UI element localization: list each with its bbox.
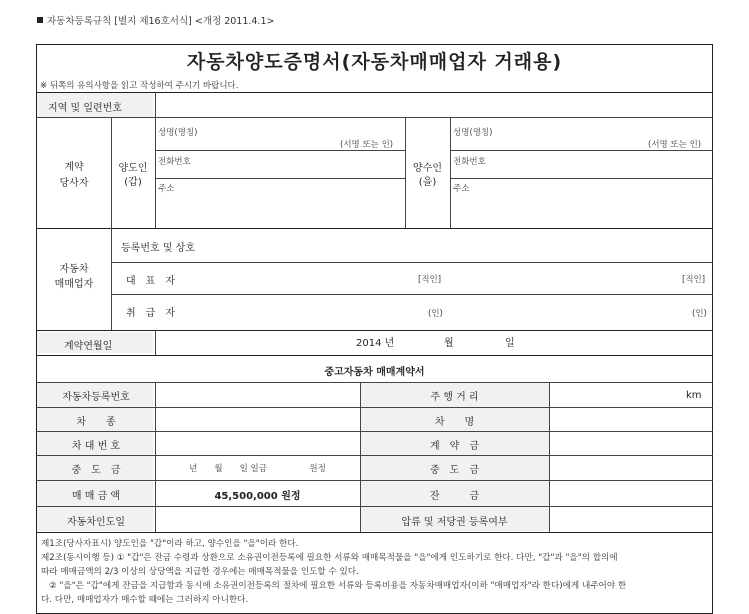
rep-seal-label-right: [직인] bbox=[682, 275, 706, 285]
seller-phone-label: 전화번호 bbox=[158, 157, 191, 167]
handler-stamp-label: (인) bbox=[428, 309, 443, 319]
middle-payment-label-right: 중 도 금 bbox=[430, 465, 479, 476]
footer-line-5: 다. 다만, 매매업자가 매수할 때에는 그러하지 아니한다. bbox=[41, 595, 249, 605]
grid-left-label-column bbox=[37, 383, 153, 531]
seller-name-label: 성명(명칭) bbox=[158, 128, 198, 138]
footer-line-1: 제1조(당사자표시) 양도인을 "갑"이라 하고, 양수인을 "을"이라 한다. bbox=[41, 539, 299, 549]
contract-month: 월 bbox=[444, 338, 454, 349]
seller-label: 양도인 (갑) bbox=[118, 163, 148, 188]
mileage-unit: km bbox=[686, 390, 702, 401]
buyer-name-label: 성명(명칭) bbox=[453, 128, 493, 138]
price-value: 45,500,000 원정 bbox=[214, 491, 301, 502]
lien-label: 압류 및 저당권 등록여부 bbox=[401, 517, 508, 528]
mileage-label: 주 행 거 리 bbox=[430, 392, 479, 403]
grid-right-label-column bbox=[360, 383, 549, 531]
dealer-handler-label: 취 급 자 bbox=[126, 308, 175, 319]
balance-label: 잔 금 bbox=[429, 491, 480, 502]
seller-address-label: 주소 bbox=[158, 184, 175, 194]
square-bullet-icon bbox=[37, 17, 43, 23]
buyer-phone-label: 전화번호 bbox=[453, 157, 486, 167]
section-title: 중고자동차 매매계약서 bbox=[324, 367, 425, 378]
buyer-sign-label: (서명 또는 인) bbox=[648, 140, 702, 150]
form-notice: ※ 뒤쪽의 유의사항을 읽고 작성하여 주시기 바랍니다. bbox=[40, 81, 239, 91]
footer-line-4: ② "을"은 "갑"에게 잔금을 지급함과 동시에 소유권이전등록의 절차에 필요한 서류와 등록비용을 자동차매매업자(이하 "매매업자"라 한다)에게 내주어야 한 bbox=[49, 581, 627, 591]
region-field[interactable] bbox=[158, 99, 708, 113]
contract-date-label: 계약연월일 bbox=[64, 341, 113, 352]
middle-payment-value: 년 월 일 일금 원정 bbox=[189, 464, 326, 474]
buyer-label: 양수인 (을) bbox=[413, 163, 442, 188]
form-header-note: 자동차등록규칙 [별지 제16호서식] <개정 2011.4.1> bbox=[37, 13, 274, 27]
price-label: 매 매 금 액 bbox=[71, 491, 121, 502]
footer-line-3: 따라 매매금액의 2/3 이상의 상당액을 지급한 경우에는 매매목적물을 인도할 수 있다. bbox=[41, 567, 359, 577]
buyer-address-label: 주소 bbox=[453, 184, 470, 194]
middle-payment-label: 중 도 금 bbox=[71, 465, 121, 476]
car-number-label: 자동차등록번호 bbox=[62, 392, 130, 403]
car-type-label: 차 종 bbox=[76, 417, 116, 428]
dealer-rep-label: 대 표 자 bbox=[126, 276, 175, 287]
seller-sign-label: (서명 또는 인) bbox=[340, 140, 394, 150]
contract-year: 2014 년 bbox=[356, 338, 395, 349]
contract-day: 일 bbox=[505, 338, 515, 349]
dealer-label: 자동차 매매업자 bbox=[54, 264, 94, 290]
chassis-label: 차 대 번 호 bbox=[71, 441, 121, 452]
handler-stamp-label-right: (인) bbox=[692, 309, 707, 319]
car-name-label: 차 명 bbox=[434, 417, 475, 428]
form-title: 자동차양도증명서(자동차매매업자 거래용) bbox=[186, 51, 563, 73]
rep-seal-label: [직인] bbox=[418, 275, 442, 285]
parties-label: 계약 당사자 bbox=[59, 162, 89, 189]
dealer-reg-label: 등록번호 및 상호 bbox=[121, 243, 195, 254]
delivery-date-label: 자동차인도일 bbox=[67, 517, 125, 528]
deposit-label: 계 약 금 bbox=[430, 441, 479, 452]
footer-line-2: 제2조(동시이행 등) ① "갑"은 잔금 수령과 상환으로 소유권이전등록에 필요한 서류와 매매목적물을 "을"에게 인도하기로 한다. 다만, "갑"과 "을"의 합의에 bbox=[41, 553, 618, 563]
region-label: 지역 및 일련번호 bbox=[48, 103, 122, 114]
